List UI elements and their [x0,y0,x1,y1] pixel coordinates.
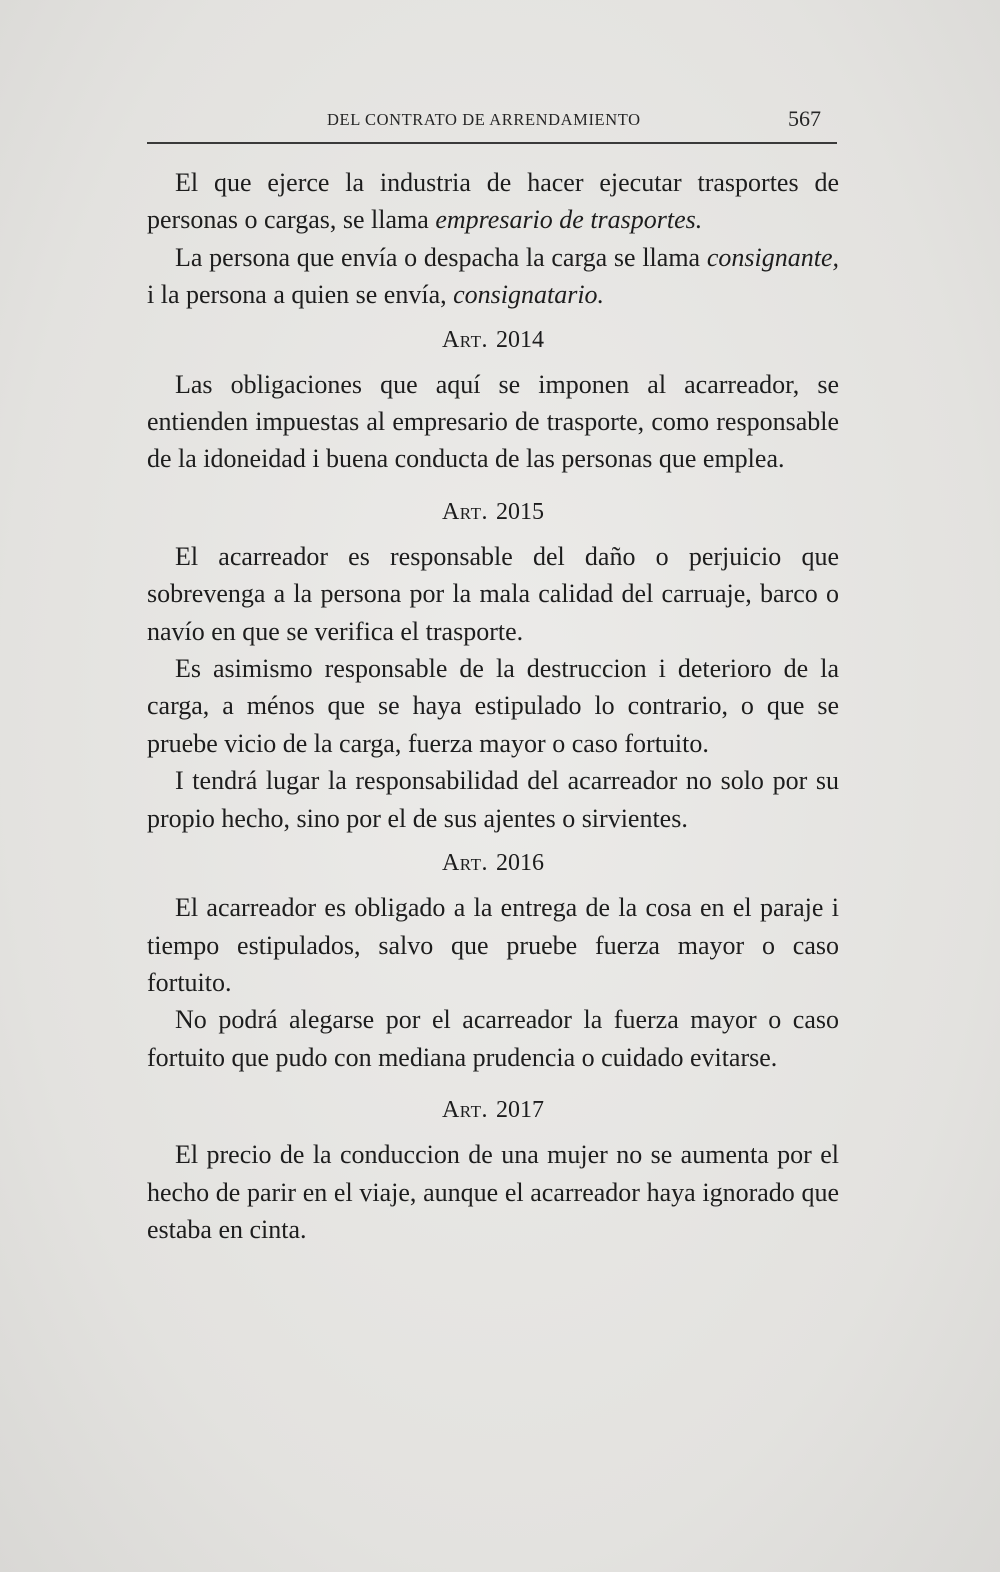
intro-p2-text-a: La persona que envía o despacha la carga se llama [175,242,707,272]
article-2016-paragraph-1: El acarreador es obligado a la entrega de la cosa en el paraje i tiempo estipulados, salvo que pruebe fuerza mayor o caso fortuito. [147,893,839,997]
page-body [147,164,839,1248]
running-title: DEL CONTRATO DE ARRENDAMIENTO [327,110,641,129]
intro-p2-emphasis-2: consignatario. [453,280,605,310]
article-2015-paragraph-1: El acarreador es responsable del daño o perjuicio que sobrevenga a la persona por la mala calidad del carruaje, barco o navío en que se verifica el trasporte. [147,541,839,646]
article-2016-paragraph-2: No podrá alegarse por el acarreador la fuerza mayor o caso fortuito que pudo con mediana prudencia o cuidado evitarse. [147,1005,839,1072]
intro-p1-text: El que ejerce la industria de hacer ejecutar trasportes de personas o cargas, se llama [147,168,839,235]
article-heading-2014 [147,320,839,360]
article-heading-2017 [147,1090,839,1130]
intro-p2-emphasis-1: consignante, [706,242,839,272]
article-number: 2016 [496,850,545,877]
article-number: 2017 [496,1097,545,1124]
intro-p1-emphasis: empresario de trasportes. [435,205,703,235]
intro-paragraph-2 [147,239,839,314]
article-number: 2015 [496,498,545,525]
article-label: Art. [441,326,489,353]
page-number: 567 [788,106,821,131]
article-heading-2015 [147,492,839,532]
article-label: Art. [441,850,489,877]
article-label: Art. [441,1097,489,1124]
article-number: 2014 [496,326,545,353]
intro-paragraph-1 [147,164,839,239]
article-2015-paragraph-3: I tendrá lugar la responsabilidad del acarreador no solo por su propio hecho, sino por el de sus ajentes o sirvientes. [147,766,839,833]
intro-p2-text-b: i la persona a quien se envía, [147,280,454,310]
header-rule [147,142,837,144]
article-heading-2016 [147,843,839,883]
article-2014-paragraph-1: Las obligaciones que aquí se imponen al acarreador, se entienden impuestas al empresario de trasporte, como responsable de la idoneidad i buena conducta de las personas que emplea. [147,369,839,474]
article-2015-paragraph-2: Es asimismo responsable de la destruccion i deterioro de la carga, a ménos que se haya estipulado lo contrario, o que se pruebe vicio de la carga, fuerza mayor o caso fortuito. [147,654,839,758]
article-label: Art. [441,498,489,525]
article-2017-paragraph-1: El precio de la conduccion de una mujer no se aumenta por el hecho de parir en el viaje, aunque el acarreador haya ignorado que estaba en cinta. [147,1140,839,1244]
page-header [147,106,837,136]
